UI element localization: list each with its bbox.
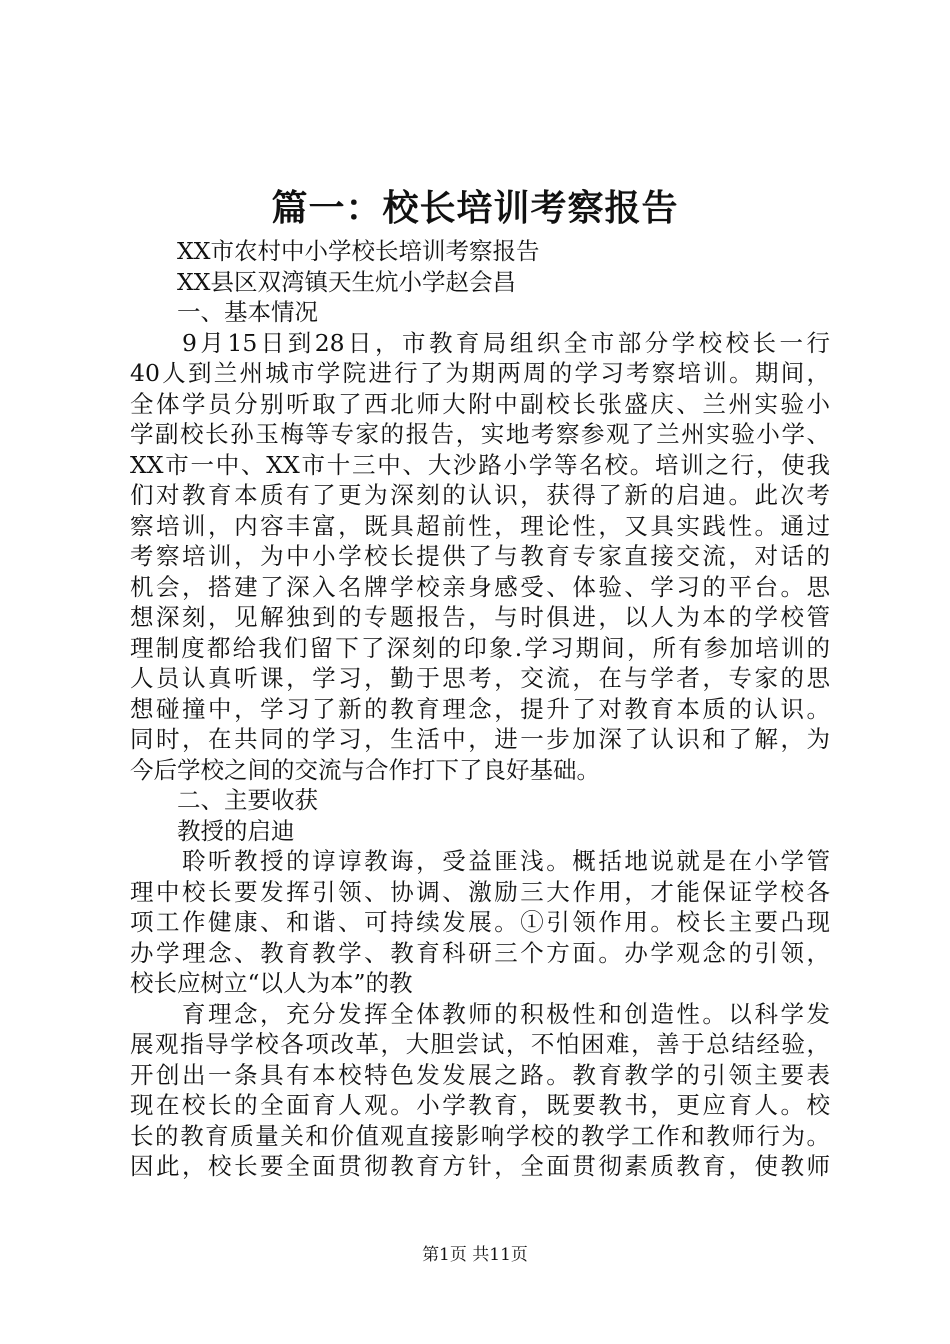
text-line: 同时，在共同的学习，生活中，进一步加深了认识和了解，为 — [130, 725, 830, 753]
text-line: XX县区双湾镇天生炕小学赵会昌 — [177, 267, 516, 296]
document-body — [130, 236, 830, 1182]
page-indicator: 第1页 共11页 — [422, 1245, 528, 1265]
text-line: 人员认真听课，学习，勤于思考，交流，在与学者，专家的思 — [130, 664, 830, 692]
text-line: 学副校长孙玉梅等专家的报告，实地考察参观了兰州实验小学、 — [130, 420, 830, 448]
text-line: 教授的启迪 — [177, 816, 295, 845]
text-line: 们对教育本质有了更为深刻的认识，获得了新的启迪。此次考 — [130, 481, 830, 509]
text-line: 长的教育质量关和价值观直接影响学校的教学工作和教师行为。 — [130, 1121, 830, 1150]
text-line: 40人到兰州城市学院进行了为期两周的学习考察培训。期间， — [130, 359, 830, 387]
text-line: 想深刻，见解独到的专题报告，与时俱进，以人为本的学校管 — [130, 603, 830, 631]
text-line: 因此，校长要全面贯彻教育方针，全面贯彻素质教育，使教师 — [130, 1152, 830, 1180]
text-line: 考察培训，为中小学校长提供了与教育专家直接交流，对话的 — [130, 542, 830, 570]
text-line: XX市一中、XX市十三中、大沙路小学等名校。培训之行，使我 — [130, 450, 830, 479]
text-line: 理制度都给我们留下了深刻的印象.学习期间，所有参加培训的 — [130, 633, 830, 662]
text-line: XX市农村中小学校长培训考察报告 — [177, 237, 540, 265]
text-line: 全体学员分别听取了西北师大附中副校长张盛庆、兰州实验小 — [130, 389, 830, 418]
text-line: 展观指导学校各项改革，大胆尝试，不怕困难，善于总结经验， — [130, 1030, 830, 1058]
text-line: 察培训，内容丰富，既具超前性，理论性，又具实践性。通过 — [130, 511, 830, 540]
text-line: 开创出一条具有本校特色发发展之路。教育教学的引领主要表 — [130, 1060, 830, 1089]
text-line: 一、基本情况 — [177, 298, 318, 326]
text-line: 二、主要收获 — [177, 786, 318, 814]
text-line: 9月15日到28日，市教育局组织全市部分学校校长一行 — [182, 328, 830, 357]
document-title: 篇一：校长培训考察报告 — [271, 188, 679, 229]
text-line: 聆听教授的谆谆教诲，受益匪浅。概括地说就是在小学管 — [182, 847, 830, 875]
text-line: 校长应树立“以人为本”的教 — [130, 969, 413, 997]
text-line: 理中校长要发挥引领、协调、激励三大作用，才能保证学校各 — [130, 877, 830, 906]
text-line: 项工作健康、和谐、可持续发展。①引领作用。校长主要凸现 — [130, 908, 830, 936]
text-line: 机会，搭建了深入名牌学校亲身感受、体验、学习的平台。思 — [130, 572, 830, 601]
text-line: 现在校长的全面育人观。小学教育，既要教书，更应育人。校 — [130, 1091, 830, 1119]
text-line: 想碰撞中，学习了新的教育理念，提升了对教育本质的认识。 — [130, 694, 830, 723]
text-line: 办学理念、教育教学、教育科研三个方面。办学观念的引领， — [130, 938, 830, 967]
text-line: 育理念，充分发挥全体教师的积极性和创造性。以科学发 — [182, 999, 830, 1028]
text-line: 今后学校之间的交流与合作打下了良好基础。 — [130, 755, 600, 784]
